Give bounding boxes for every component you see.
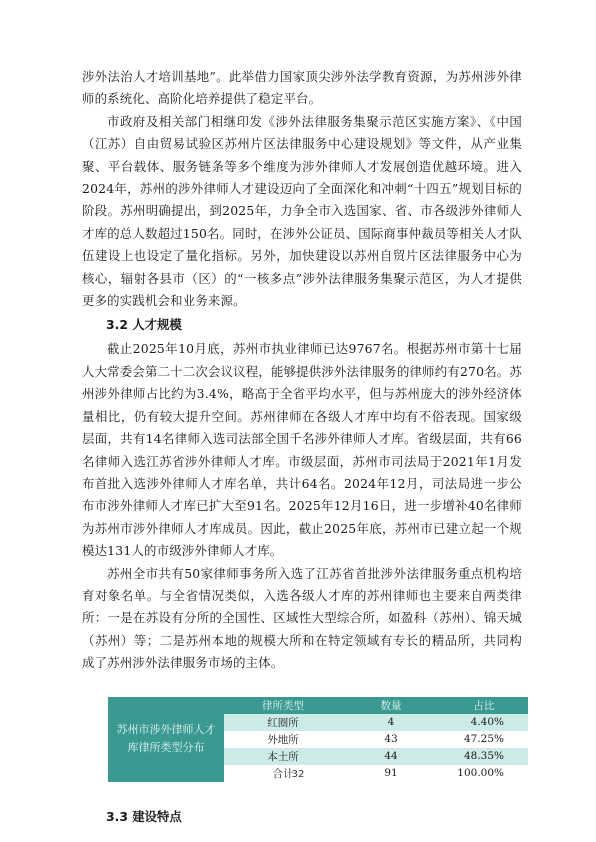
- cell-count: 43: [342, 731, 440, 748]
- cell-firm-type: 本土所: [224, 748, 342, 765]
- header-firm-type: 律所类型: [224, 697, 342, 714]
- header-ratio: 占比: [440, 697, 528, 714]
- section-heading-features: 3.3 建设特点: [106, 808, 182, 824]
- header-count: 数量: [342, 697, 440, 714]
- table-caption-cell: 苏州市涉外律师人才库律所类型分布: [108, 697, 224, 782]
- page-content: [82, 66, 522, 830]
- cell-ratio: 48.35%: [440, 748, 528, 765]
- cell-total-label: 合计: [224, 765, 342, 782]
- cell-count: 4: [342, 714, 440, 731]
- table-header-row: [108, 697, 528, 714]
- cell-ratio: 47.25%: [440, 731, 528, 748]
- cell-count: 44: [342, 748, 440, 765]
- paragraph-policy: 市政府及相关部门相继印发《涉外法律服务集聚示范区实施方案》、《中国（江苏）自由贸易试验区苏州片区法律服务中心建设规划》等文件，从产业集聚、平台载体、服务链条等多个维度为涉外律师人才发展创造优越环境。进入2024年，苏州的涉外律师人才建设迈向了全面深化和冲刺“十四五”规划目标的阶段。苏州明确提出，到2025年，力争全市入选国家、省、市各级涉外律师人才库的总人数超过150名。同时，在涉外公证员、国际商事仲裁员等相关人才队伍建设上也设定了量化指标。另外，加快建设以苏州自贸片区法律服务中心为核心，辐射各县市（区）的“一核多点”涉外法律服务集聚示范区，为人才提供更多的实践机会和业务来源。: [82, 113, 522, 309]
- cell-ratio: 4.40%: [440, 714, 528, 731]
- cell-total-count: 91: [342, 765, 440, 782]
- cell-firm-type: 外地所: [224, 731, 342, 748]
- cell-firm-type: 红圈所: [224, 714, 342, 731]
- paragraph-law-firms: 苏州全市共有50家律师事务所入选了江苏省首批涉外法律服务重点机构培育对象名单。与全省情况类似，入选各级人才库的苏州律师也主要来自两类律所：一是在苏设有分所的全国性、区域性大型综合所，如盈科（苏州）、锦天城（苏州）等；二是苏州本地的规模大所和在特定领域有专长的精品所，共同构成了苏州涉外法律服务市场的主体。: [82, 565, 522, 671]
- section-heading-talent-scale: 3.2 人才规模: [106, 317, 182, 333]
- paragraph-talent-scale: 截止2025年10月底，苏州市执业律师已达9767名。根据苏州市第十七届人大常委会第二十二次会议议程，能够提供涉外法律服务的律师约有270名。苏州涉外律师占比约为3.4%，略高于全省平均水平，但与苏州庞大的涉外经济体量相比，仍有较大提升空间。苏州律师在各级人才库中均有不俗表现。国家级层面，共有14名律师入选司法部全国千名涉外律师人才库。省级层面，共有66名律师入选江苏省涉外律师人才库。市级层面，苏州市司法局于2021年1月发布首批入选涉外律师人才库名单，共计64名。2024年12月，司法局进一步公布市涉外律师人才库已扩大至91名。2025年12月16日，进一步增补40名律师为苏州市涉外律师人才库成员。因此，截止2025年底，苏州市已建立起一个规模达131人的市级涉外律师人才库。: [82, 341, 522, 559]
- paragraph-training-base: 涉外法治人才培训基地”。此举借力国家顶尖涉外法学教育资源，为苏州涉外律师的系统化、高阶化培养提供了稳定平台。: [82, 69, 522, 107]
- cell-total-ratio: 100.00%: [440, 765, 528, 782]
- page-number: 32: [291, 769, 305, 780]
